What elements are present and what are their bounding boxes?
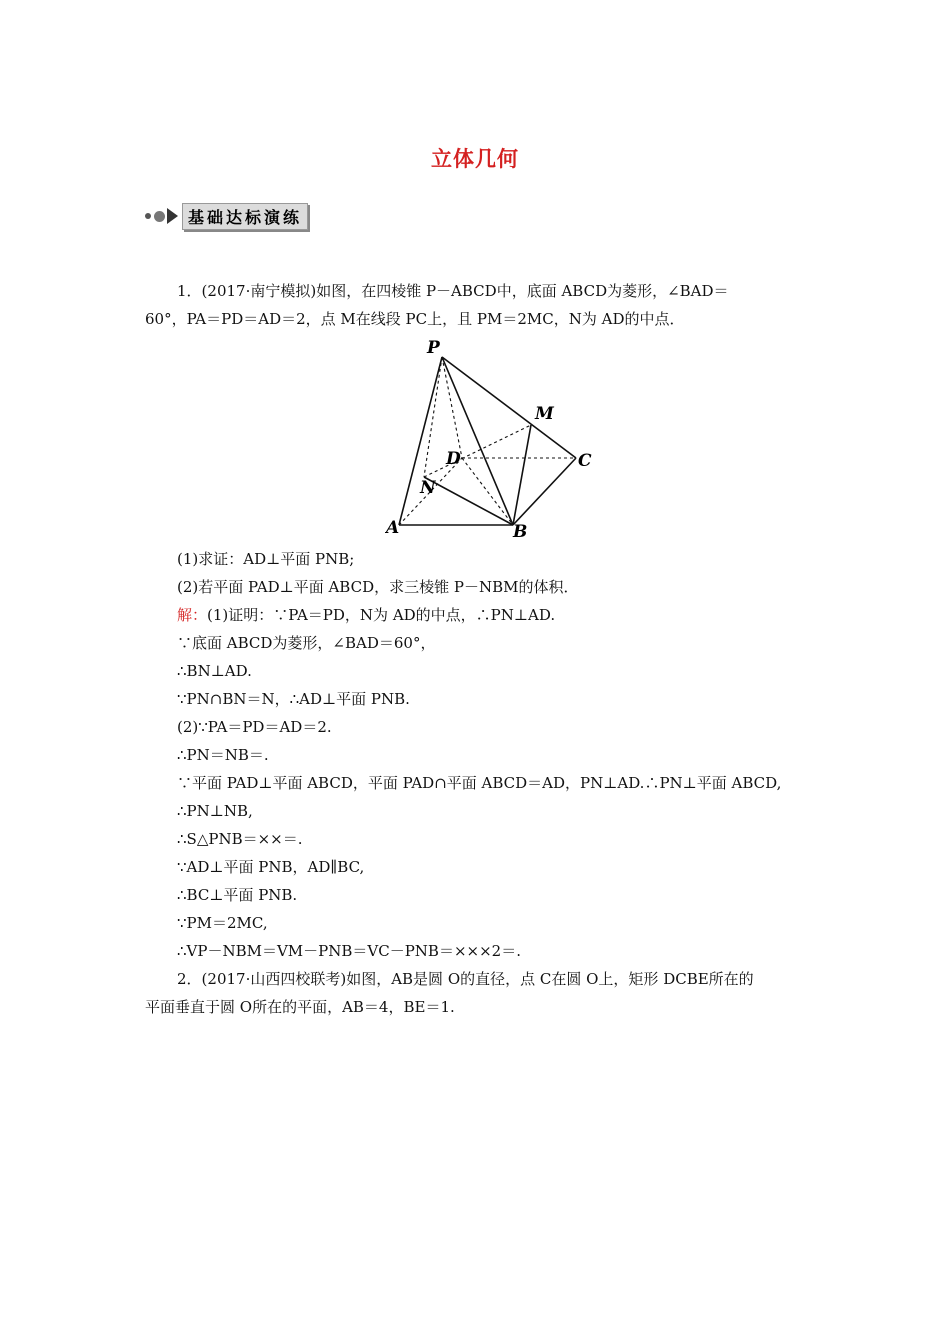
solution-line: 解：(1)证明：∵PA＝PD，N为 AD的中点，∴PN⊥AD. xyxy=(177,606,556,624)
page-title: 立体几何 xyxy=(431,147,519,171)
solution-line: ∵平面 PAD⊥平面 ABCD，平面 PAD∩平面 ABCD＝AD，PN⊥AD.∴PN⊥平面 ABCD, xyxy=(177,774,782,792)
label-N: N xyxy=(420,478,436,498)
solution-head: 解： xyxy=(177,606,208,624)
solution-line: ∴PN＝NB＝. xyxy=(177,746,269,764)
pyramid-figure xyxy=(385,337,615,539)
problem2-text-a: 2．(2017·山西四校联考)如图，AB是圆 O的直径，点 C在圆 O上，矩形 DCBE所在的 xyxy=(177,970,754,988)
label-P: P xyxy=(427,338,440,358)
section-banner-label: 基础达标演练 xyxy=(182,203,308,230)
problem1-question-2: (2)若平面 PAD⊥平面 ABCD，求三棱锥 P－NBM的体积． xyxy=(177,578,579,596)
solution-line: ∴BC⊥平面 PNB. xyxy=(177,886,298,904)
solution-line: ∴VP－NBM＝VM－PNB＝VC－PNB＝×××2＝. xyxy=(177,942,521,960)
edge-PC xyxy=(442,357,576,458)
edge-NM xyxy=(424,425,531,477)
section-banner xyxy=(145,203,308,229)
solution-line: ∵底面 ABCD为菱形，∠BAD＝60°， xyxy=(177,634,436,652)
problem1-text-a: 1．(2017·南宁模拟)如图，在四棱锥 P－ABCD中，底面 ABCD为菱形，∠BAD＝ xyxy=(177,282,729,300)
label-C: C xyxy=(578,451,592,471)
edge-PD xyxy=(442,357,462,458)
label-M: M xyxy=(535,404,554,424)
solution-line: ∵AD⊥平面 PNB，AD∥BC, xyxy=(177,858,365,876)
label-D: D xyxy=(446,449,461,469)
problem1-question-1: (1)求证：AD⊥平面 PNB; xyxy=(177,550,355,568)
content xyxy=(145,277,807,1021)
solution-line: ∴BN⊥AD. xyxy=(177,662,252,680)
edge-DB xyxy=(462,458,513,525)
problem1-text-b: 60°，PA＝PD＝AD＝2，点 M在线段 PC上，且 PM＝2MC，N为 AD的中点． xyxy=(145,310,685,328)
solution-line: ∴PN⊥NB, xyxy=(177,802,253,820)
solution-line: ∴S△PNB＝××＝. xyxy=(177,830,303,848)
label-B: B xyxy=(513,522,528,539)
solution-line: ∵PM＝2MC, xyxy=(177,914,268,932)
solution-line: (2)∵PA＝PD＝AD＝2. xyxy=(177,718,332,736)
problem2-text-b: 平面垂直于圆 O所在的平面，AB＝4，BE＝1. xyxy=(145,998,455,1016)
label-A: A xyxy=(386,518,400,538)
bullet-arrow-icon xyxy=(145,208,178,224)
edge-PA xyxy=(399,357,442,525)
edge-PB xyxy=(442,357,513,525)
edge-BM xyxy=(513,425,531,525)
solution-line: ∵PN∩BN＝N，∴AD⊥平面 PNB. xyxy=(177,690,410,708)
